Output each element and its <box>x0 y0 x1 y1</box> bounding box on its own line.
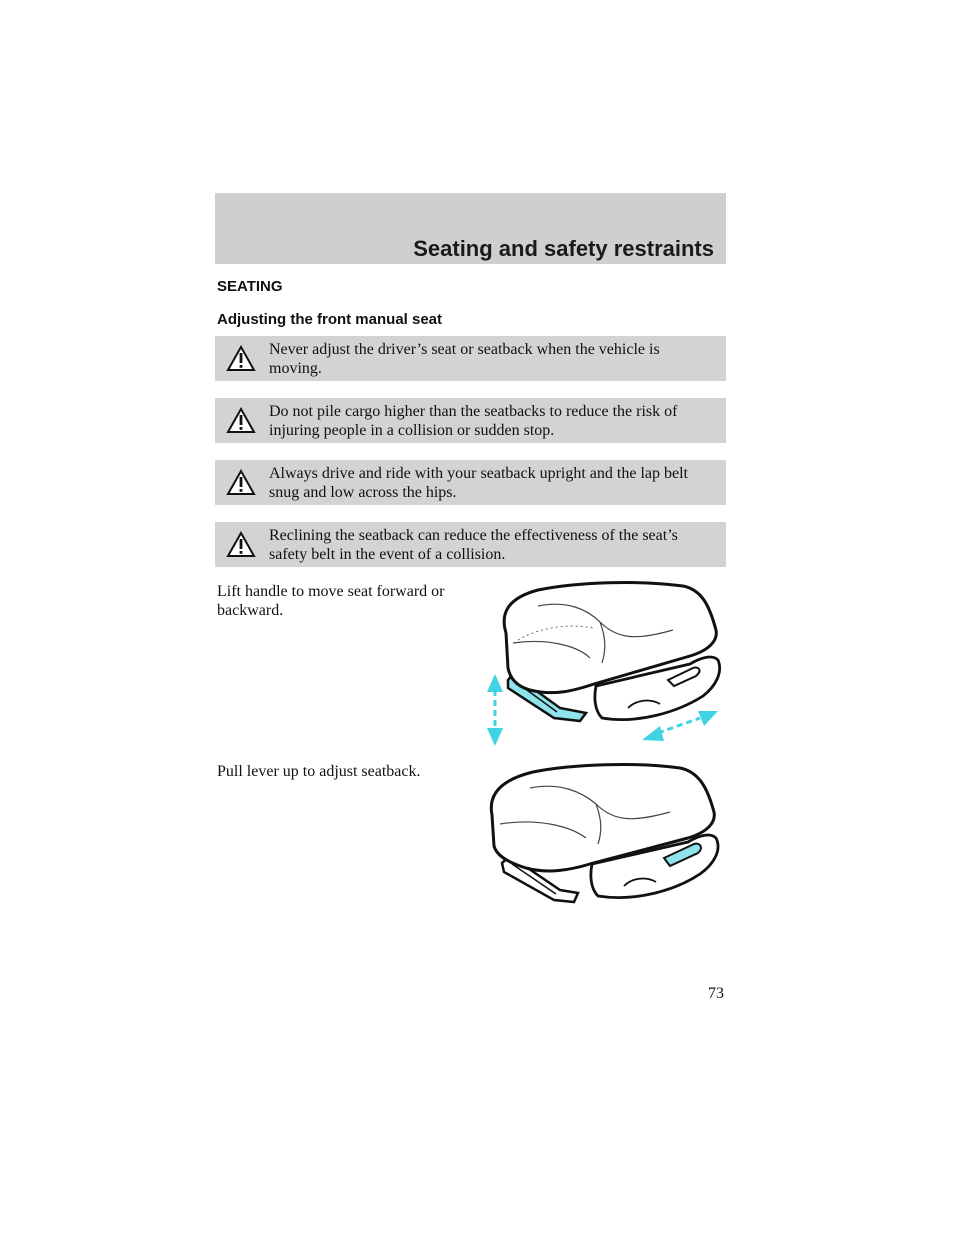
page-number: 73 <box>708 985 724 1002</box>
seat-handle-illustration <box>478 578 728 750</box>
header-band <box>215 193 726 264</box>
warning-text: Do not pile cargo higher than the seatbacks to reduce the risk of injuring people in a collision or sudden stop. <box>269 403 678 439</box>
instruction-lever: Pull lever up to adjust seatback. <box>217 763 421 780</box>
warning-text: Never adjust the driver’s seat or seatback when the vehicle is moving. <box>269 341 660 377</box>
warning-box <box>215 522 726 567</box>
instruction-handle: Lift handle to move seat forward or backward. <box>217 583 445 619</box>
warning-box <box>215 460 726 505</box>
warning-triangle-icon <box>226 345 256 377</box>
warning-triangle-icon <box>226 407 256 439</box>
warning-triangle-icon <box>226 531 256 563</box>
section-heading: SEATING <box>217 278 283 295</box>
seat-lever-illustration <box>478 760 728 915</box>
page-title: Seating and safety restraints <box>413 236 714 261</box>
sub-heading: Adjusting the front manual seat <box>217 311 443 328</box>
warning-text: Reclining the seatback can reduce the effectiveness of the seat’s safety belt in the event of a collision. <box>269 527 678 563</box>
warning-box <box>215 336 726 381</box>
warning-box <box>215 398 726 443</box>
warning-triangle-icon <box>226 469 256 501</box>
warning-text: Always drive and ride with your seatback upright and the lap belt snug and low across the hips. <box>269 465 688 501</box>
